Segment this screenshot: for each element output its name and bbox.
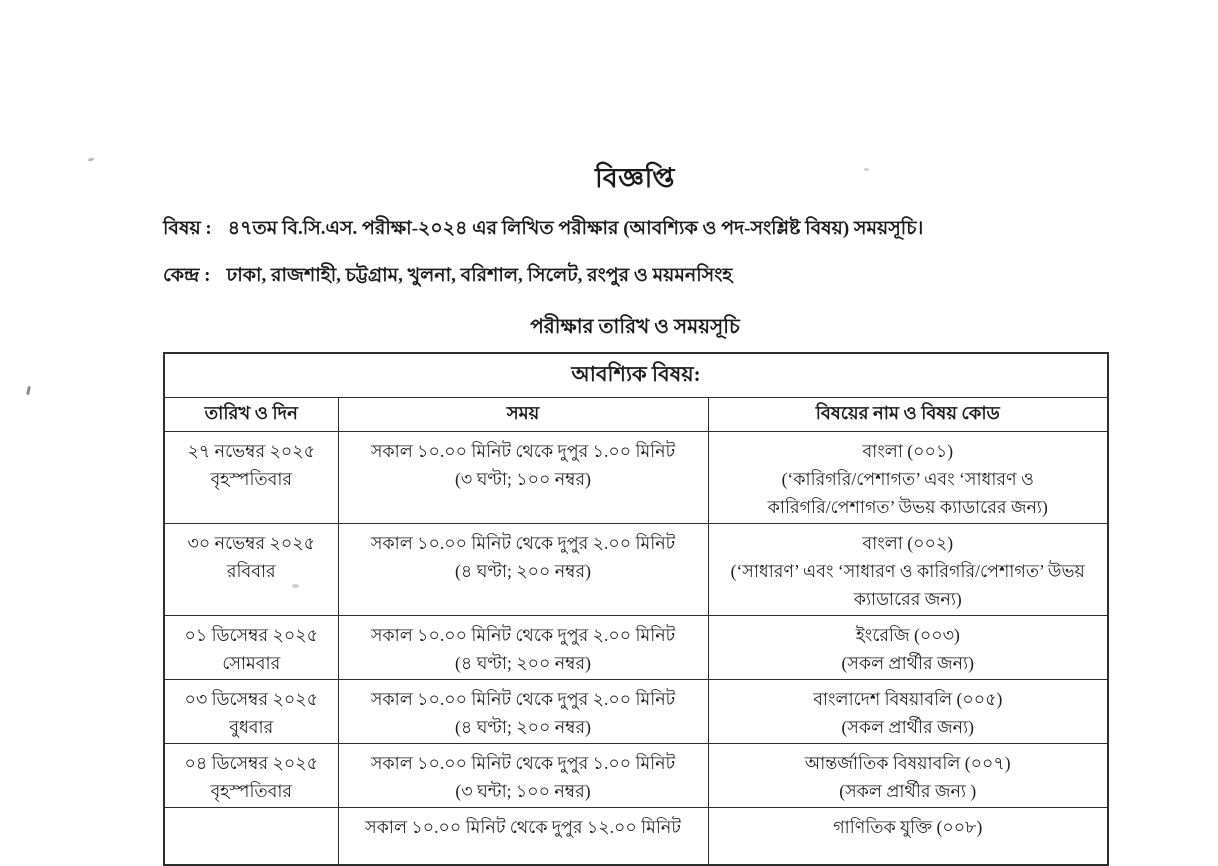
schedule-caption: পরীক্ষার তারিখ ও সময়সূচি	[530, 316, 740, 338]
subject-line	[163, 214, 923, 246]
subject-cell	[708, 807, 1108, 865]
time-text: সকাল ১০.০০ মিনিট থেকে দুপুর ১.০০ মিনিট	[370, 752, 676, 773]
column-header-time: সময়	[338, 397, 708, 431]
day-text: রবিবার	[226, 560, 276, 581]
time-cell	[338, 431, 708, 523]
subject-text: (সকল প্রার্থীর জন্য )	[839, 780, 977, 801]
time-text: সকাল ১০.০০ মিনিট থেকে দুপুর ২.০০ মিনিট	[370, 688, 676, 709]
duration-text: (৪ ঘণ্টা; ২০০ নম্বর)	[455, 716, 591, 737]
section-header-row	[164, 353, 1108, 397]
time-text: সকাল ১০.০০ মিনিট থেকে দুপুর ২.০০ মিনিট	[370, 532, 676, 553]
duration-text: (৩ ঘণ্টা; ১০০ নম্বর)	[455, 468, 591, 489]
date-text: ০৪ ডিসেম্বর ২০২৫	[184, 752, 318, 773]
time-cell	[338, 523, 708, 615]
day-text: বৃহস্পতিবার	[210, 468, 293, 489]
subject-text: কারিগরি/পেশাগত’ উভয় ক্যাডারের জন্য)	[767, 496, 1048, 517]
exam-schedule-table	[163, 352, 1109, 866]
date-cell	[164, 743, 338, 807]
centers-text: ঢাকা, রাজশাহী, চট্টগ্রাম, খুলনা, বরিশাল, সিলেট, রংপুর ও ময়মনসিংহ	[226, 265, 733, 286]
date-cell	[164, 807, 338, 865]
subject-cell	[708, 523, 1108, 615]
subject-text: বাংলা (০০১)	[862, 440, 954, 461]
table-row	[164, 679, 1108, 743]
time-cell	[338, 743, 708, 807]
scan-speck	[26, 386, 31, 395]
date-text: ০৩ ডিসেম্বর ২০২৫	[184, 688, 318, 709]
date-text: ২৭ নভেম্বর ২০২৫	[187, 440, 315, 461]
date-cell	[164, 615, 338, 679]
date-text: ০১ ডিসেম্বর ২০২৫	[184, 624, 318, 645]
date-cell	[164, 431, 338, 523]
table-row-partial	[164, 807, 1108, 865]
duration-text: (৪ ঘণ্টা; ২০০ নম্বর)	[455, 652, 591, 673]
subject-text: (‘সাধারণ’ এবং ‘সাধারণ ও কারিগরি/পেশাগত’ উভয়	[730, 560, 1085, 581]
section-header: আবশ্যিক বিষয়:	[164, 353, 1108, 397]
time-cell	[338, 807, 708, 865]
time-text: সকাল ১০.০০ মিনিট থেকে দুপুর ২.০০ মিনিট	[370, 624, 676, 645]
subject-text: ক্যাডারের জন্য)	[853, 588, 962, 609]
column-header-date: তারিখ ও দিন	[164, 397, 338, 431]
table-row	[164, 523, 1108, 615]
time-cell	[338, 615, 708, 679]
time-cell	[338, 679, 708, 743]
table-row	[164, 431, 1108, 523]
subject-text: (সকল প্রার্থীর জন্য)	[841, 716, 975, 737]
centers-line	[163, 261, 732, 293]
duration-text: (৩ ঘন্টা; ১০০ নম্বর)	[455, 780, 591, 801]
table-row	[164, 743, 1108, 807]
subject-text: (‘কারিগরি/পেশাগত’ এবং ‘সাধারণ ও	[781, 468, 1034, 489]
subject-text: বাংলা (০০২)	[862, 532, 954, 553]
subject-cell	[708, 743, 1108, 807]
subject-text: (সকল প্রার্থীর জন্য)	[841, 652, 975, 673]
day-text: সোমবার	[222, 652, 281, 673]
table-row	[164, 615, 1108, 679]
date-text: ৩০ নভেম্বর ২০২৫	[187, 532, 315, 553]
column-header-subject: বিষয়ের নাম ও বিষয় কোড	[708, 397, 1108, 431]
subject-text: আন্তর্জাতিক বিষয়াবলি (০০৭)	[804, 752, 1011, 773]
subject-cell	[708, 431, 1108, 523]
column-header-row	[164, 397, 1108, 431]
subject-text: ইংরেজি (০০৩)	[855, 624, 960, 645]
subject-label: বিষয় :	[163, 218, 212, 239]
centers-label: কেন্দ্র :	[163, 265, 211, 286]
date-cell	[164, 679, 338, 743]
duration-text: (৪ ঘণ্টা; ২০০ নম্বর)	[455, 560, 591, 581]
notice-title: বিজ্ঞপ্তি	[594, 163, 675, 193]
time-text: সকাল ১০.০০ মিনিট থেকে দুপুর ১২.০০ মিনিট	[365, 816, 681, 837]
date-cell	[164, 523, 338, 615]
time-text: সকাল ১০.০০ মিনিট থেকে দুপুর ১.০০ মিনিট	[370, 440, 676, 461]
subject-cell	[708, 615, 1108, 679]
subject-text: গাণিতিক যুক্তি (০০৮)	[833, 816, 983, 837]
subject-text: ৪৭তম বি.সি.এস. পরীক্ষা-২০২৪ এর লিখিত পরীক্ষার (আবশ্যিক ও পদ-সংশ্লিষ্ট বিষয়) সময়সূচি।	[227, 218, 924, 239]
scan-speck	[88, 157, 95, 161]
day-text: বুধবার	[229, 716, 274, 737]
day-text: বৃহস্পতিবার	[210, 780, 293, 801]
subject-cell	[708, 679, 1108, 743]
subject-text: বাংলাদেশ বিষয়াবলি (০০৫)	[813, 688, 1003, 709]
